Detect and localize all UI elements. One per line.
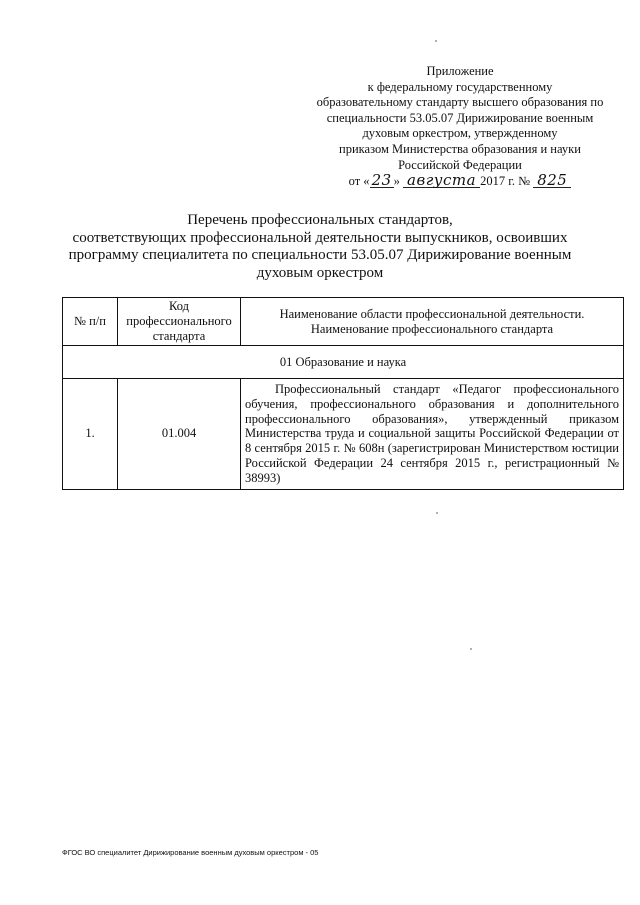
title-line: соответствующих профессиональной деятельности выпускников, освоивших: [72, 229, 568, 246]
header-name-area: Наименование области профессиональной деятельности.: [279, 306, 585, 321]
title-line: Перечень профессиональных стандартов,: [187, 212, 453, 228]
handwritten-month: августа: [403, 173, 480, 188]
scan-speck: [436, 512, 438, 514]
row-name: Профессиональный стандарт «Педагог профессионального обучения, профессионального образования и дополнительного профессионального образования», утвержденный приказом Министерства труда и социальной защиты Российской Федерации от 8 сентября 2015 г. № 608н (зарегистрирован Министерством юстиции Российской Федерации 24 сентября 2015 г., регистрационный № 38993): [241, 379, 624, 490]
row-num: 1.: [63, 379, 118, 490]
order-date-line: [300, 173, 620, 190]
table-header-row: [63, 298, 624, 346]
section-label: 01 Образование и наука: [63, 346, 624, 379]
header-num: № п/п: [63, 298, 118, 346]
order-year: 2017 г. №: [480, 174, 531, 189]
order-mid: »: [393, 174, 400, 189]
handwritten-day: 23: [371, 171, 392, 190]
row-code: 01.004: [118, 379, 241, 490]
appendix-line: Российской Федерации: [398, 157, 522, 172]
appendix-line: образовательному стандарту высшего образования по: [316, 95, 604, 110]
appendix-line: специальности 53.05.07 Дирижирование военным: [326, 110, 594, 125]
scan-speck: [435, 40, 437, 42]
appendix-line: приказом Министерства образования и науки: [339, 141, 581, 156]
table-row: [63, 379, 624, 490]
header-code: Код профессионального стандарта: [118, 298, 241, 346]
document-title: [40, 212, 600, 282]
appendix-block: [300, 64, 620, 190]
scan-speck: [470, 648, 472, 650]
page-footer: ФГОС ВО специалитет Дирижирование военным духовым оркестром - 05: [62, 848, 319, 857]
appendix-line: Приложение: [426, 64, 494, 78]
section-row: [63, 346, 624, 379]
appendix-line: духовым оркестром, утвержденному: [362, 126, 558, 141]
order-prefix: от «: [348, 174, 370, 189]
title-line: духовым оркестром: [256, 264, 384, 281]
title-line: программу специалитета по специальности 53.05.07 Дирижирование военным: [68, 247, 572, 263]
header-name: [241, 298, 624, 346]
standards-table: [62, 297, 624, 490]
appendix-line: к федеральному государственному: [367, 79, 553, 94]
handwritten-order-number: 825: [533, 173, 571, 188]
header-name-standard: Наименование профессионального стандарта: [310, 321, 554, 336]
